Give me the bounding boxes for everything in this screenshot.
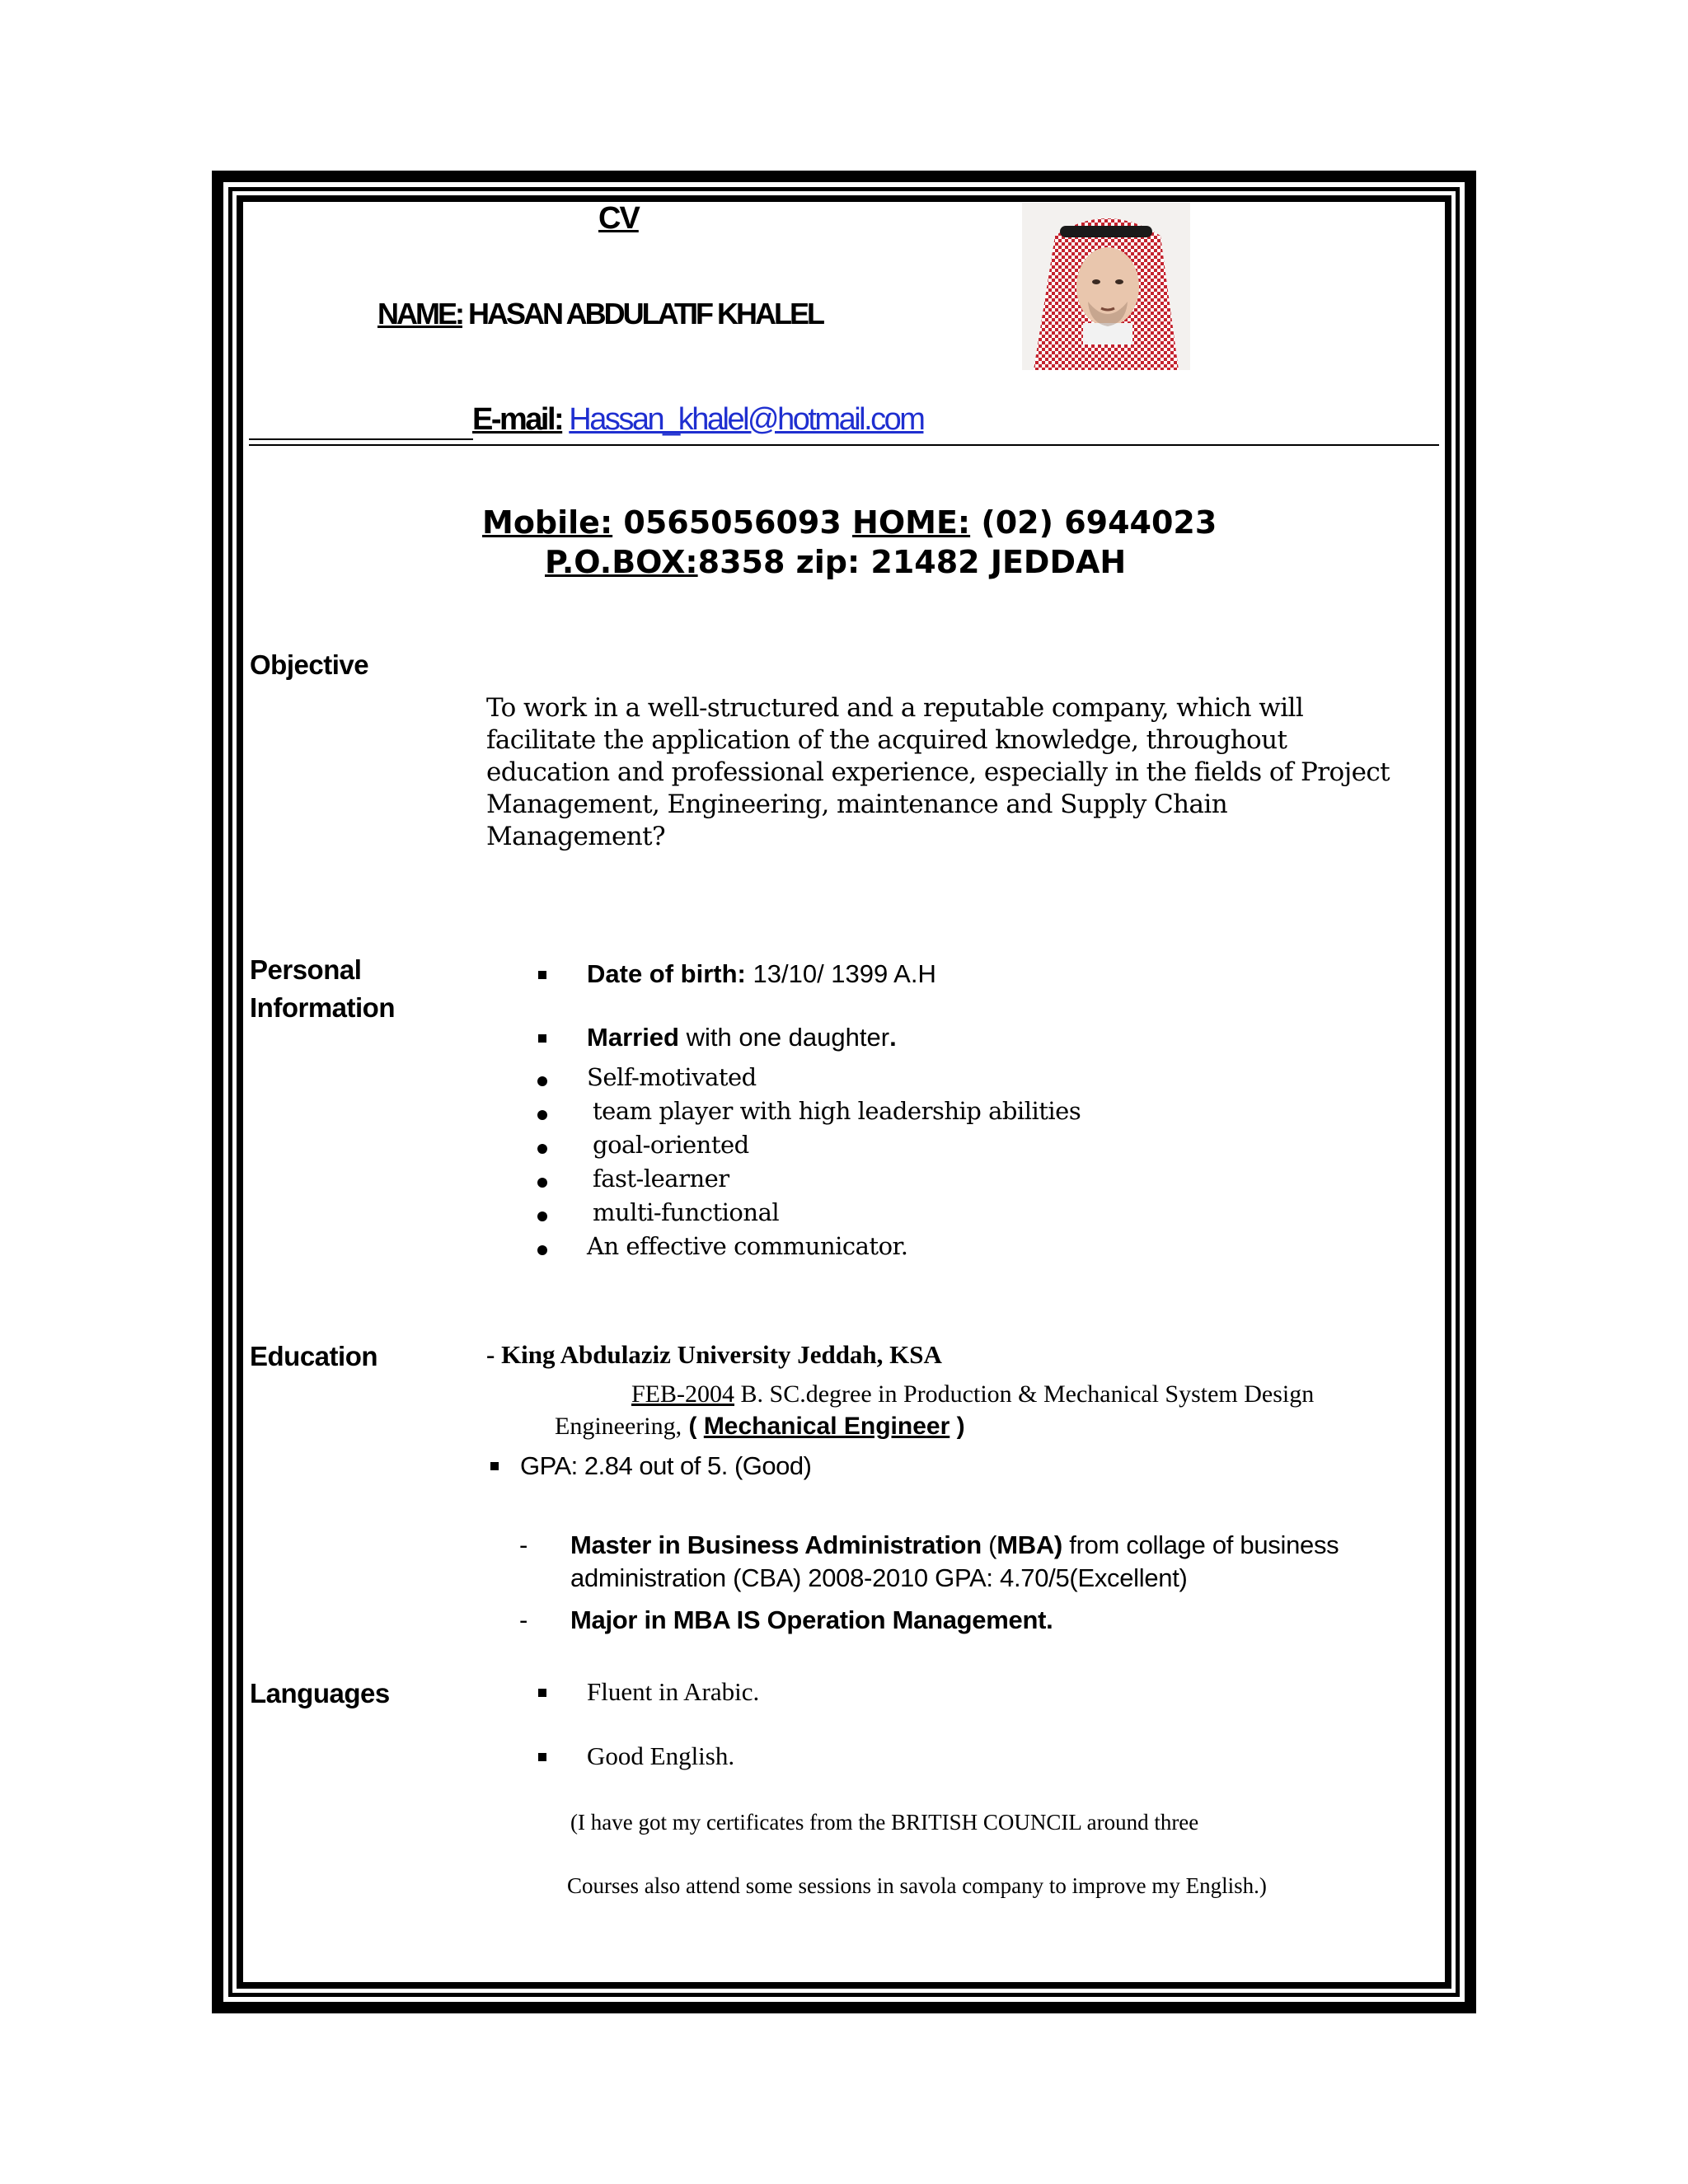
trait-item: fast-learner <box>593 1165 729 1193</box>
degree-title: Mechanical Engineer <box>703 1413 950 1440</box>
mobile-label: Mobile: <box>482 504 613 541</box>
married-end: . <box>889 1023 897 1052</box>
major-dash: - <box>519 1605 528 1634</box>
languages-heading: Languages <box>250 1678 390 1708</box>
major-line: Major in MBA IS Operation Management. <box>570 1605 1053 1634</box>
contact-phones <box>482 504 1217 541</box>
mobile-value: 0565056093 <box>623 504 842 541</box>
mba-abbr: MBA) <box>996 1530 1062 1559</box>
bullet-dot <box>537 1076 547 1086</box>
square-bullet <box>490 1462 499 1470</box>
pobox-label: P.O.BOX: <box>545 544 698 580</box>
trait-item: team player with high leadership abilities <box>593 1097 1081 1125</box>
mba-abbr-open: ( <box>988 1530 997 1559</box>
square-bullet <box>538 971 546 979</box>
email-link[interactable]: Hassan_khalel@hotmail.com <box>569 402 924 437</box>
married-label: Married <box>587 1023 679 1052</box>
education-heading: Education <box>250 1341 378 1371</box>
trait-item: An effective communicator. <box>587 1232 908 1260</box>
language-item: Fluent in Arabic. <box>587 1677 760 1706</box>
cv-title: CV <box>598 201 639 236</box>
personal-heading-line1: Personal <box>250 954 362 985</box>
language-item: Good English. <box>587 1741 735 1770</box>
name-line <box>377 297 823 331</box>
trait-item: multi-functional <box>593 1198 780 1226</box>
email-label: E-mail: <box>472 402 563 437</box>
degree-text-line1: B. SC.degree in Production & Mechanical System Design <box>740 1380 1315 1408</box>
mba-rest: from collage of business <box>1069 1530 1339 1559</box>
dob-value: 13/10/ 1399 A.H <box>753 959 936 988</box>
bullet-dot <box>537 1110 547 1120</box>
pobox-value: 8358 zip: 21482 JEDDAH <box>697 544 1127 580</box>
home-label: HOME: <box>852 504 971 541</box>
bullet-dot <box>537 1212 547 1221</box>
degree-paren-close: ) <box>956 1413 965 1440</box>
university-line: - King Abdulaziz University Jeddah, KSA <box>486 1340 942 1369</box>
language-note-line1: (I have got my certificates from the BRITISH COUNCIL around three <box>570 1810 1199 1835</box>
square-bullet <box>538 1034 546 1043</box>
home-value: (02) 6944023 <box>981 504 1217 541</box>
bullet-dot <box>537 1144 547 1154</box>
degree-line1 <box>631 1380 1314 1408</box>
married-line <box>587 1023 897 1052</box>
square-bullet <box>538 1689 546 1697</box>
dob-line <box>587 959 936 989</box>
trait-item: Self-motivated <box>587 1063 757 1091</box>
gpa-line: GPA: 2.84 out of 5. (Good) <box>520 1451 812 1480</box>
profile-photo <box>1022 203 1190 370</box>
email-line <box>472 402 923 438</box>
degree-line2 <box>555 1413 965 1441</box>
objective-heading: Objective <box>250 649 369 680</box>
married-value: with one daughter <box>686 1023 890 1052</box>
email-rule-left <box>249 438 473 440</box>
mba-line2: administration (CBA) 2008-2010 GPA: 4.70/5(Excellent) <box>570 1563 1188 1592</box>
degree-date: FEB-2004 <box>631 1380 735 1408</box>
square-bullet <box>538 1753 546 1761</box>
mba-dash: - <box>519 1530 528 1559</box>
mba-title: Master in Business Administration <box>570 1530 982 1559</box>
header-divider <box>249 444 1439 446</box>
trait-item: goal-oriented <box>593 1131 749 1159</box>
personal-heading-line2: Information <box>250 992 395 1023</box>
name-value: HASAN ABDULATIF KHALEL <box>468 297 823 330</box>
degree-paren-open: ( <box>688 1413 697 1440</box>
degree-text-line2: Engineering, <box>555 1413 682 1440</box>
page-border-inner <box>237 195 1451 1989</box>
objective-text: To work in a well-structured and a reputable company, which will facilitate the application of the acquired knowledge, throughout education and professional experience, especially in the fields of Project Management, Engineering, maintenance and Supply Chain Management? <box>486 693 1390 851</box>
mba-line1 <box>570 1530 1339 1560</box>
bullet-dot <box>537 1178 547 1188</box>
contact-address <box>545 544 1126 580</box>
name-label: NAME: <box>377 297 462 330</box>
dob-label: Date of birth: <box>587 959 746 988</box>
bullet-dot <box>537 1245 547 1255</box>
language-note-line2: Courses also attend some sessions in savola company to improve my English.) <box>567 1873 1267 1898</box>
